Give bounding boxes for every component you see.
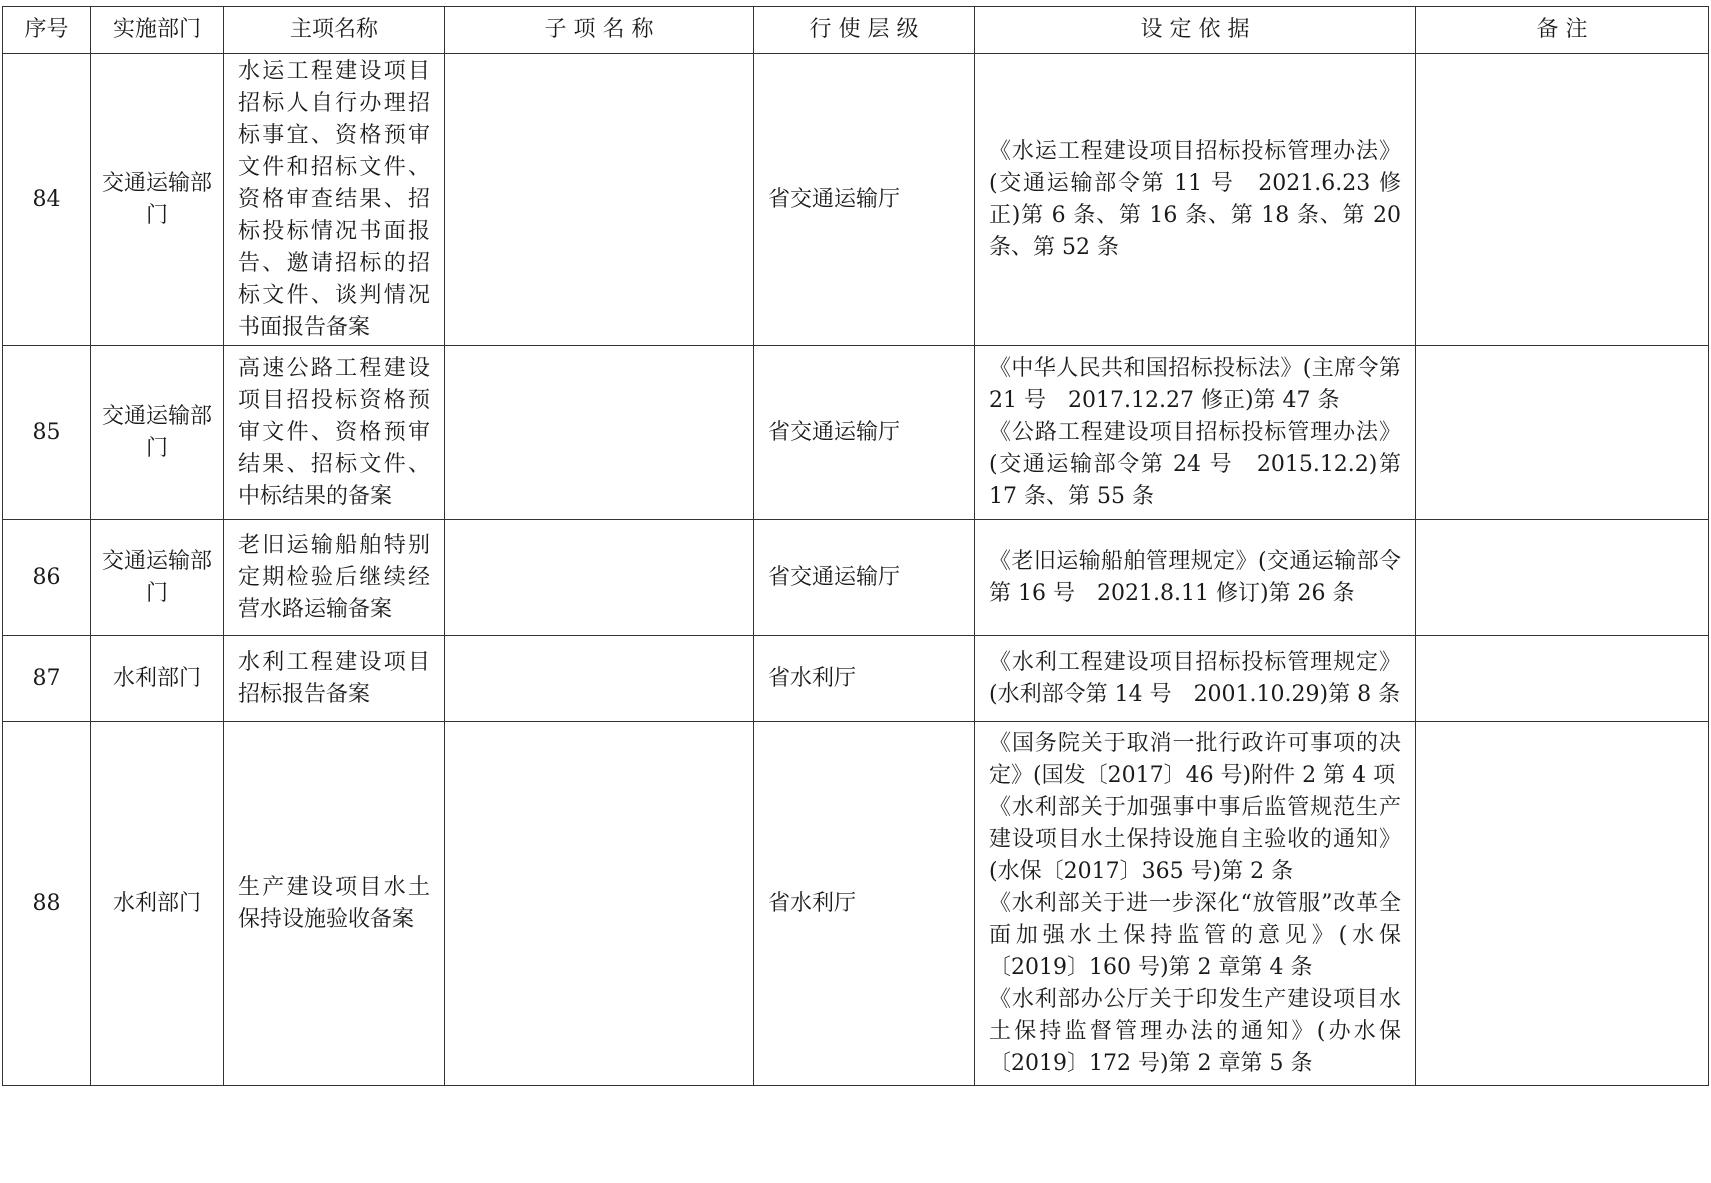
cell-level: 省交通运输厅 [754,346,975,520]
cell-level: 省水利厅 [754,722,975,1086]
cell-sub-item [445,636,754,722]
cell-basis [975,54,1416,346]
basis-line: 《水利部办公厅关于印发生产建设项目水土保持监督管理办法的通知》(办水保〔2019〕172 号)第 2 章第 5 条 [989,986,1401,1076]
cell-remark [1416,520,1709,636]
cell-dept: 交通运输部门 [91,520,224,636]
cell-sub-item [445,346,754,520]
header-remark: 备 注 [1416,7,1709,54]
basis-line: 《水利工程建设项目招标投标管理规定》(水利部令第 14 号 2001.10.29)第 8 条 [989,649,1401,707]
basis-line: 《水运工程建设项目招标投标管理办法》(交通运输部令第 11 号 2021.6.23 修正)第 6 条、第 16 条、第 18 条、第 20 条、第 52 条 [989,138,1401,260]
cell-main-item: 老旧运输船舶特别定期检验后继续经营水路运输备案 [224,520,445,636]
registration-items-table [2,6,1709,1086]
cell-main-item: 水运工程建设项目招标人自行办理招标事宜、资格预审文件和招标文件、资格审查结果、招标投标情况书面报告、邀请招标的招标文件、谈判情况书面报告备案 [224,54,445,346]
header-row [3,7,1709,54]
table-row [3,722,1709,1086]
cell-remark [1416,54,1709,346]
header-level: 行 使 层 级 [754,7,975,54]
cell-seq: 87 [3,636,91,722]
cell-seq: 86 [3,520,91,636]
cell-basis [975,636,1416,722]
cell-dept: 交通运输部门 [91,54,224,346]
cell-main-item: 生产建设项目水土保持设施验收备案 [224,722,445,1086]
basis-line: 《国务院关于取消一批行政许可事项的决定》(国发〔2017〕46 号)附件 2 第 4 项 [989,730,1401,788]
basis-line: 《老旧运输船舶管理规定》(交通运输部令第 16 号 2021.8.11 修订)第 26 条 [989,548,1401,606]
cell-level: 省水利厅 [754,636,975,722]
cell-sub-item [445,722,754,1086]
cell-seq: 85 [3,346,91,520]
cell-remark [1416,636,1709,722]
cell-level: 省交通运输厅 [754,54,975,346]
cell-seq: 84 [3,54,91,346]
basis-line: 《公路工程建设项目招标投标管理办法》(交通运输部令第 24 号 2015.12.2)第 17 条、第 55 条 [989,419,1401,509]
cell-main-item: 水利工程建设项目招标报告备案 [224,636,445,722]
cell-sub-item [445,520,754,636]
cell-seq: 88 [3,722,91,1086]
header-main-item: 主项名称 [224,7,445,54]
basis-line: 《水利部关于进一步深化“放管服”改革全面加强水土保持监管的意见》(水保〔2019〕160 号)第 2 章第 4 条 [989,890,1401,980]
cell-level: 省交通运输厅 [754,520,975,636]
cell-basis [975,346,1416,520]
table-row [3,54,1709,346]
cell-dept: 交通运输部门 [91,346,224,520]
table-row [3,520,1709,636]
table-row [3,636,1709,722]
cell-basis [975,722,1416,1086]
header-dept: 实施部门 [91,7,224,54]
header-basis: 设 定 依 据 [975,7,1416,54]
cell-dept: 水利部门 [91,636,224,722]
basis-line: 《水利部关于加强事中事后监管规范生产建设项目水土保持设施自主验收的通知》(水保〔2017〕365 号)第 2 条 [989,794,1401,884]
cell-sub-item [445,54,754,346]
cell-remark [1416,346,1709,520]
cell-dept: 水利部门 [91,722,224,1086]
cell-basis [975,520,1416,636]
header-seq: 序号 [3,7,91,54]
cell-main-item: 高速公路工程建设项目招投标资格预审文件、资格预审结果、招标文件、中标结果的备案 [224,346,445,520]
basis-line: 《中华人民共和国招标投标法》(主席令第 21 号 2017.12.27 修正)第 47 条 [989,355,1401,413]
table-row [3,346,1709,520]
cell-remark [1416,722,1709,1086]
header-sub-item: 子 项 名 称 [445,7,754,54]
